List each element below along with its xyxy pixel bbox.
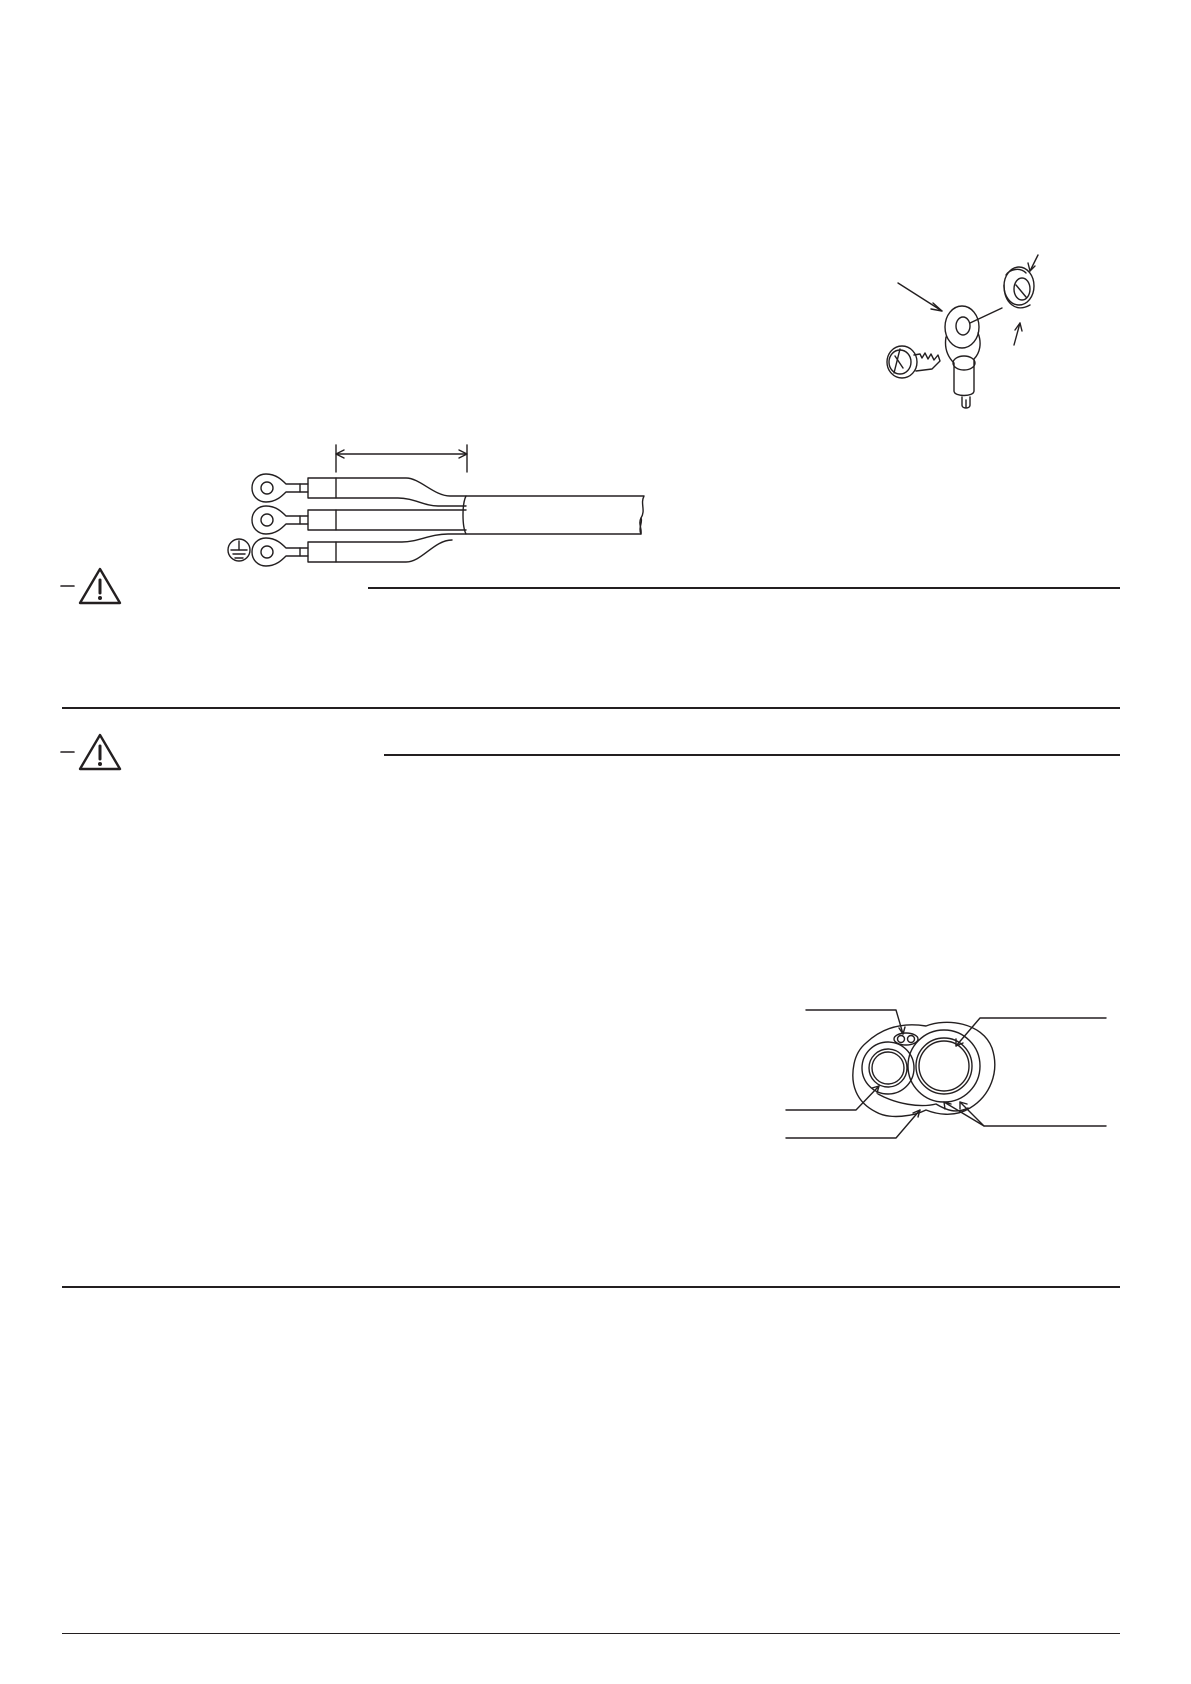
caution-heading-2 (60, 732, 1120, 772)
section-divider-rule (62, 1286, 1120, 1288)
caution-heading-1 (60, 566, 1120, 606)
cable-jacket (463, 496, 644, 534)
caution-1-top-rule (368, 587, 1120, 589)
terminal-assembly-figure (870, 245, 1050, 415)
warning-triangle-icon (60, 566, 130, 606)
leader-line (898, 283, 942, 311)
earth-ground-icon (228, 539, 250, 561)
ring-terminal-1 (252, 474, 466, 506)
warning-triangle-icon (60, 732, 130, 772)
cable-end-figure (238, 440, 658, 560)
grommet-figure (786, 998, 1106, 1158)
leader-arrowhead (931, 303, 942, 311)
caution-1-bottom-rule (62, 707, 1120, 709)
ring-terminal-2 (252, 506, 466, 534)
ring-terminal-3 (252, 534, 466, 566)
caution-2-top-rule (384, 754, 1120, 756)
footer-rule (62, 1633, 1120, 1634)
